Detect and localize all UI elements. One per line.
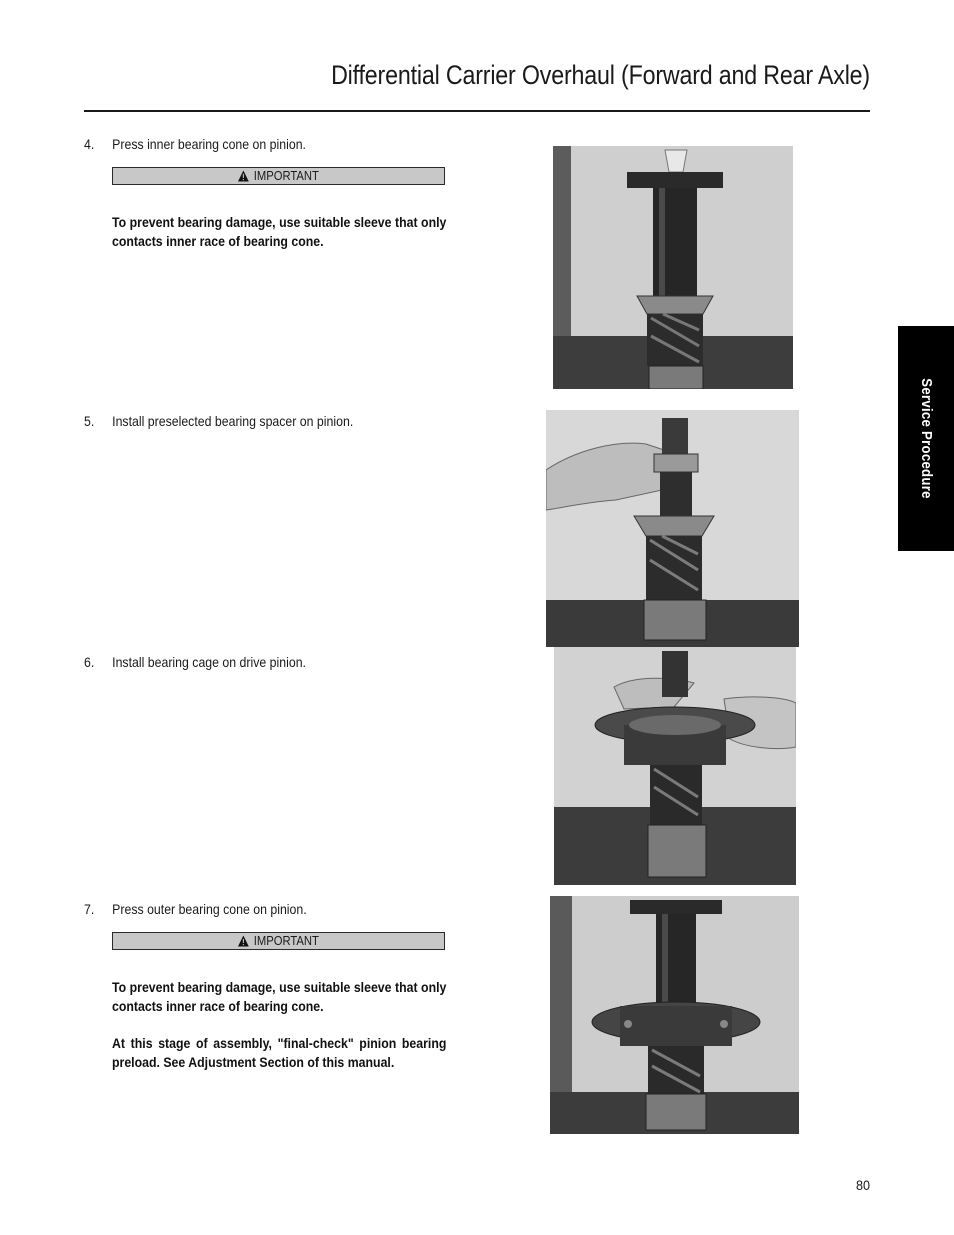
step-number: 5. xyxy=(84,413,95,429)
section-tab-label: Service Procedure xyxy=(917,378,935,499)
important-label: IMPORTANT xyxy=(253,934,320,948)
photo-press-outer-bearing-cone xyxy=(550,896,799,1134)
photo-press-inner-bearing-cone xyxy=(553,146,793,389)
step-6 xyxy=(84,654,306,670)
step-number: 7. xyxy=(84,901,95,917)
caution-note: To prevent bearing damage, use suitable sleeve that only contacts inner race of bearing cone. xyxy=(112,214,447,249)
step-text: Press inner bearing cone on pinion. xyxy=(112,136,306,152)
step-text: Install bearing cage on drive pinion. xyxy=(112,654,306,670)
warning-triangle-icon xyxy=(238,170,250,182)
step-5 xyxy=(84,413,353,429)
page-number: 80 xyxy=(855,1177,870,1193)
title-rule xyxy=(84,110,870,112)
page-title: Differential Carrier Overhaul (Forward and Rear Axle) xyxy=(331,60,870,90)
preload-note: At this stage of assembly, "final-check" pinion bearing preload. See Adjustment Section of this manual. xyxy=(112,1035,447,1070)
step-number: 4. xyxy=(84,136,95,152)
important-label: IMPORTANT xyxy=(253,169,320,183)
step-text: Install preselected bearing spacer on pinion. xyxy=(112,413,354,429)
step-text: Press outer bearing cone on pinion. xyxy=(112,901,307,917)
important-banner xyxy=(112,932,445,950)
section-tab xyxy=(898,326,954,551)
important-banner xyxy=(112,167,445,185)
step-7 xyxy=(84,901,307,917)
warning-triangle-icon xyxy=(238,935,250,947)
caution-note: To prevent bearing damage, use suitable sleeve that only contacts inner race of bearing cone. xyxy=(112,979,447,1014)
photo-install-bearing-cage xyxy=(554,647,796,885)
step-4 xyxy=(84,136,306,152)
step-number: 6. xyxy=(84,654,95,670)
photo-install-bearing-spacer xyxy=(546,410,799,647)
